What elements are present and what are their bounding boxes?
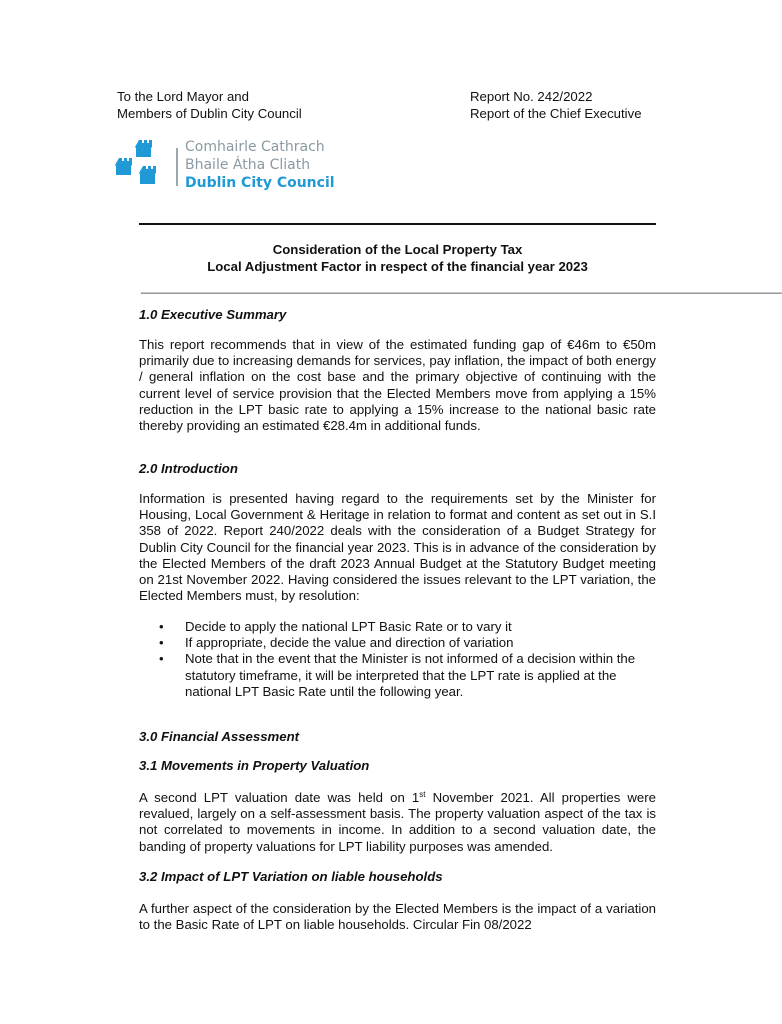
document-title <box>139 241 656 275</box>
title-line-2: Local Adjustment Factor in respect of the financial year 2023 <box>207 259 588 274</box>
addressee-block <box>117 88 302 122</box>
castle-logo-icon <box>117 138 179 190</box>
list-item: • Decide to apply the national LPT Basic Rate or to vary it <box>159 619 512 634</box>
list-item: • If appropriate, decide the value and direction of variation <box>159 635 514 651</box>
property-valuation-body: A second LPT valuation date was held on 1st November 2021. All properties were revalued, largely on a self-assessment basis. The property valuation aspect of the tax is not correlated to movements in income. In addition to a second valuation date, the banding of property valuations for LPT liability purposes was amended. <box>139 790 656 854</box>
report-from: Report of the Chief Executive <box>470 106 642 121</box>
section-heading-introduction: 2.0 Introduction <box>139 461 238 476</box>
logo-line-english: Dublin City Council <box>185 175 335 191</box>
report-number: Report No. 242/2022 <box>470 89 593 104</box>
section-heading-financial-assessment: 3.0 Financial Assessment <box>139 729 300 744</box>
logo-line-irish-2: Bhaile Átha Cliath <box>185 157 311 173</box>
report-info-block <box>470 88 642 122</box>
section-heading-lpt-variation-impact: 3.2 Impact of LPT Variation on liable households <box>139 869 443 884</box>
council-logo-text <box>185 138 335 192</box>
logo-line-irish-1: Comhairle Cathrach <box>185 139 325 155</box>
logo-divider <box>176 148 178 186</box>
title-line-1: Consideration of the Local Property Tax <box>272 242 523 257</box>
executive-summary-body: This report recommends that in view of the estimated funding gap of €46m to €50m primarily due to increasing demands for services, pay inflation, the impact of both energy / general inflation on the cost base and the primary objective of continuing with the current level of service provision that the Elected Members move from applying a 15% reduction in the LPT basic rate to applying a 15% increase to the national basic rate thereby providing an estimated €28.4m in additional funds. <box>139 337 656 434</box>
addressee-line-1: To the Lord Mayor and <box>117 89 249 104</box>
section-heading-property-valuation: 3.1 Movements in Property Valuation <box>139 758 370 773</box>
lpt-variation-impact-body: A further aspect of the consideration by the Elected Members is the impact of a variation to the Basic Rate of LPT on liable households. Circular Fin 08/2022 <box>139 901 656 933</box>
title-underline: ________________________________________________________________________________________________ <box>141 280 782 294</box>
list-item: • Note that in the event that the Minister is not informed of a decision within the statutory timeframe, it will be interpreted that the LPT rate is applied at the national LPT Basic Rate until the following year. <box>159 651 636 699</box>
section-heading-executive-summary: 1.0 Executive Summary <box>139 307 287 322</box>
introduction-body: Information is presented having regard to the requirements set by the Minister for Housing, Local Government & Heritage in relation to format and content as set out in S.I 358 of 2022. Report 240/2022 deals with the consideration of a Budget Strategy for Dublin City Council for the financial year 2023. This is in advance of the consideration by the Elected Members of the draft 2023 Annual Budget at the Statutory Budget meeting on 21st November 2022. Having considered the issues relevant to the LPT variation, the Elected Members must, by resolution: <box>139 491 656 604</box>
header-rule <box>139 223 656 225</box>
resolution-list <box>139 619 656 700</box>
addressee-line-2: Members of Dublin City Council <box>117 106 302 121</box>
